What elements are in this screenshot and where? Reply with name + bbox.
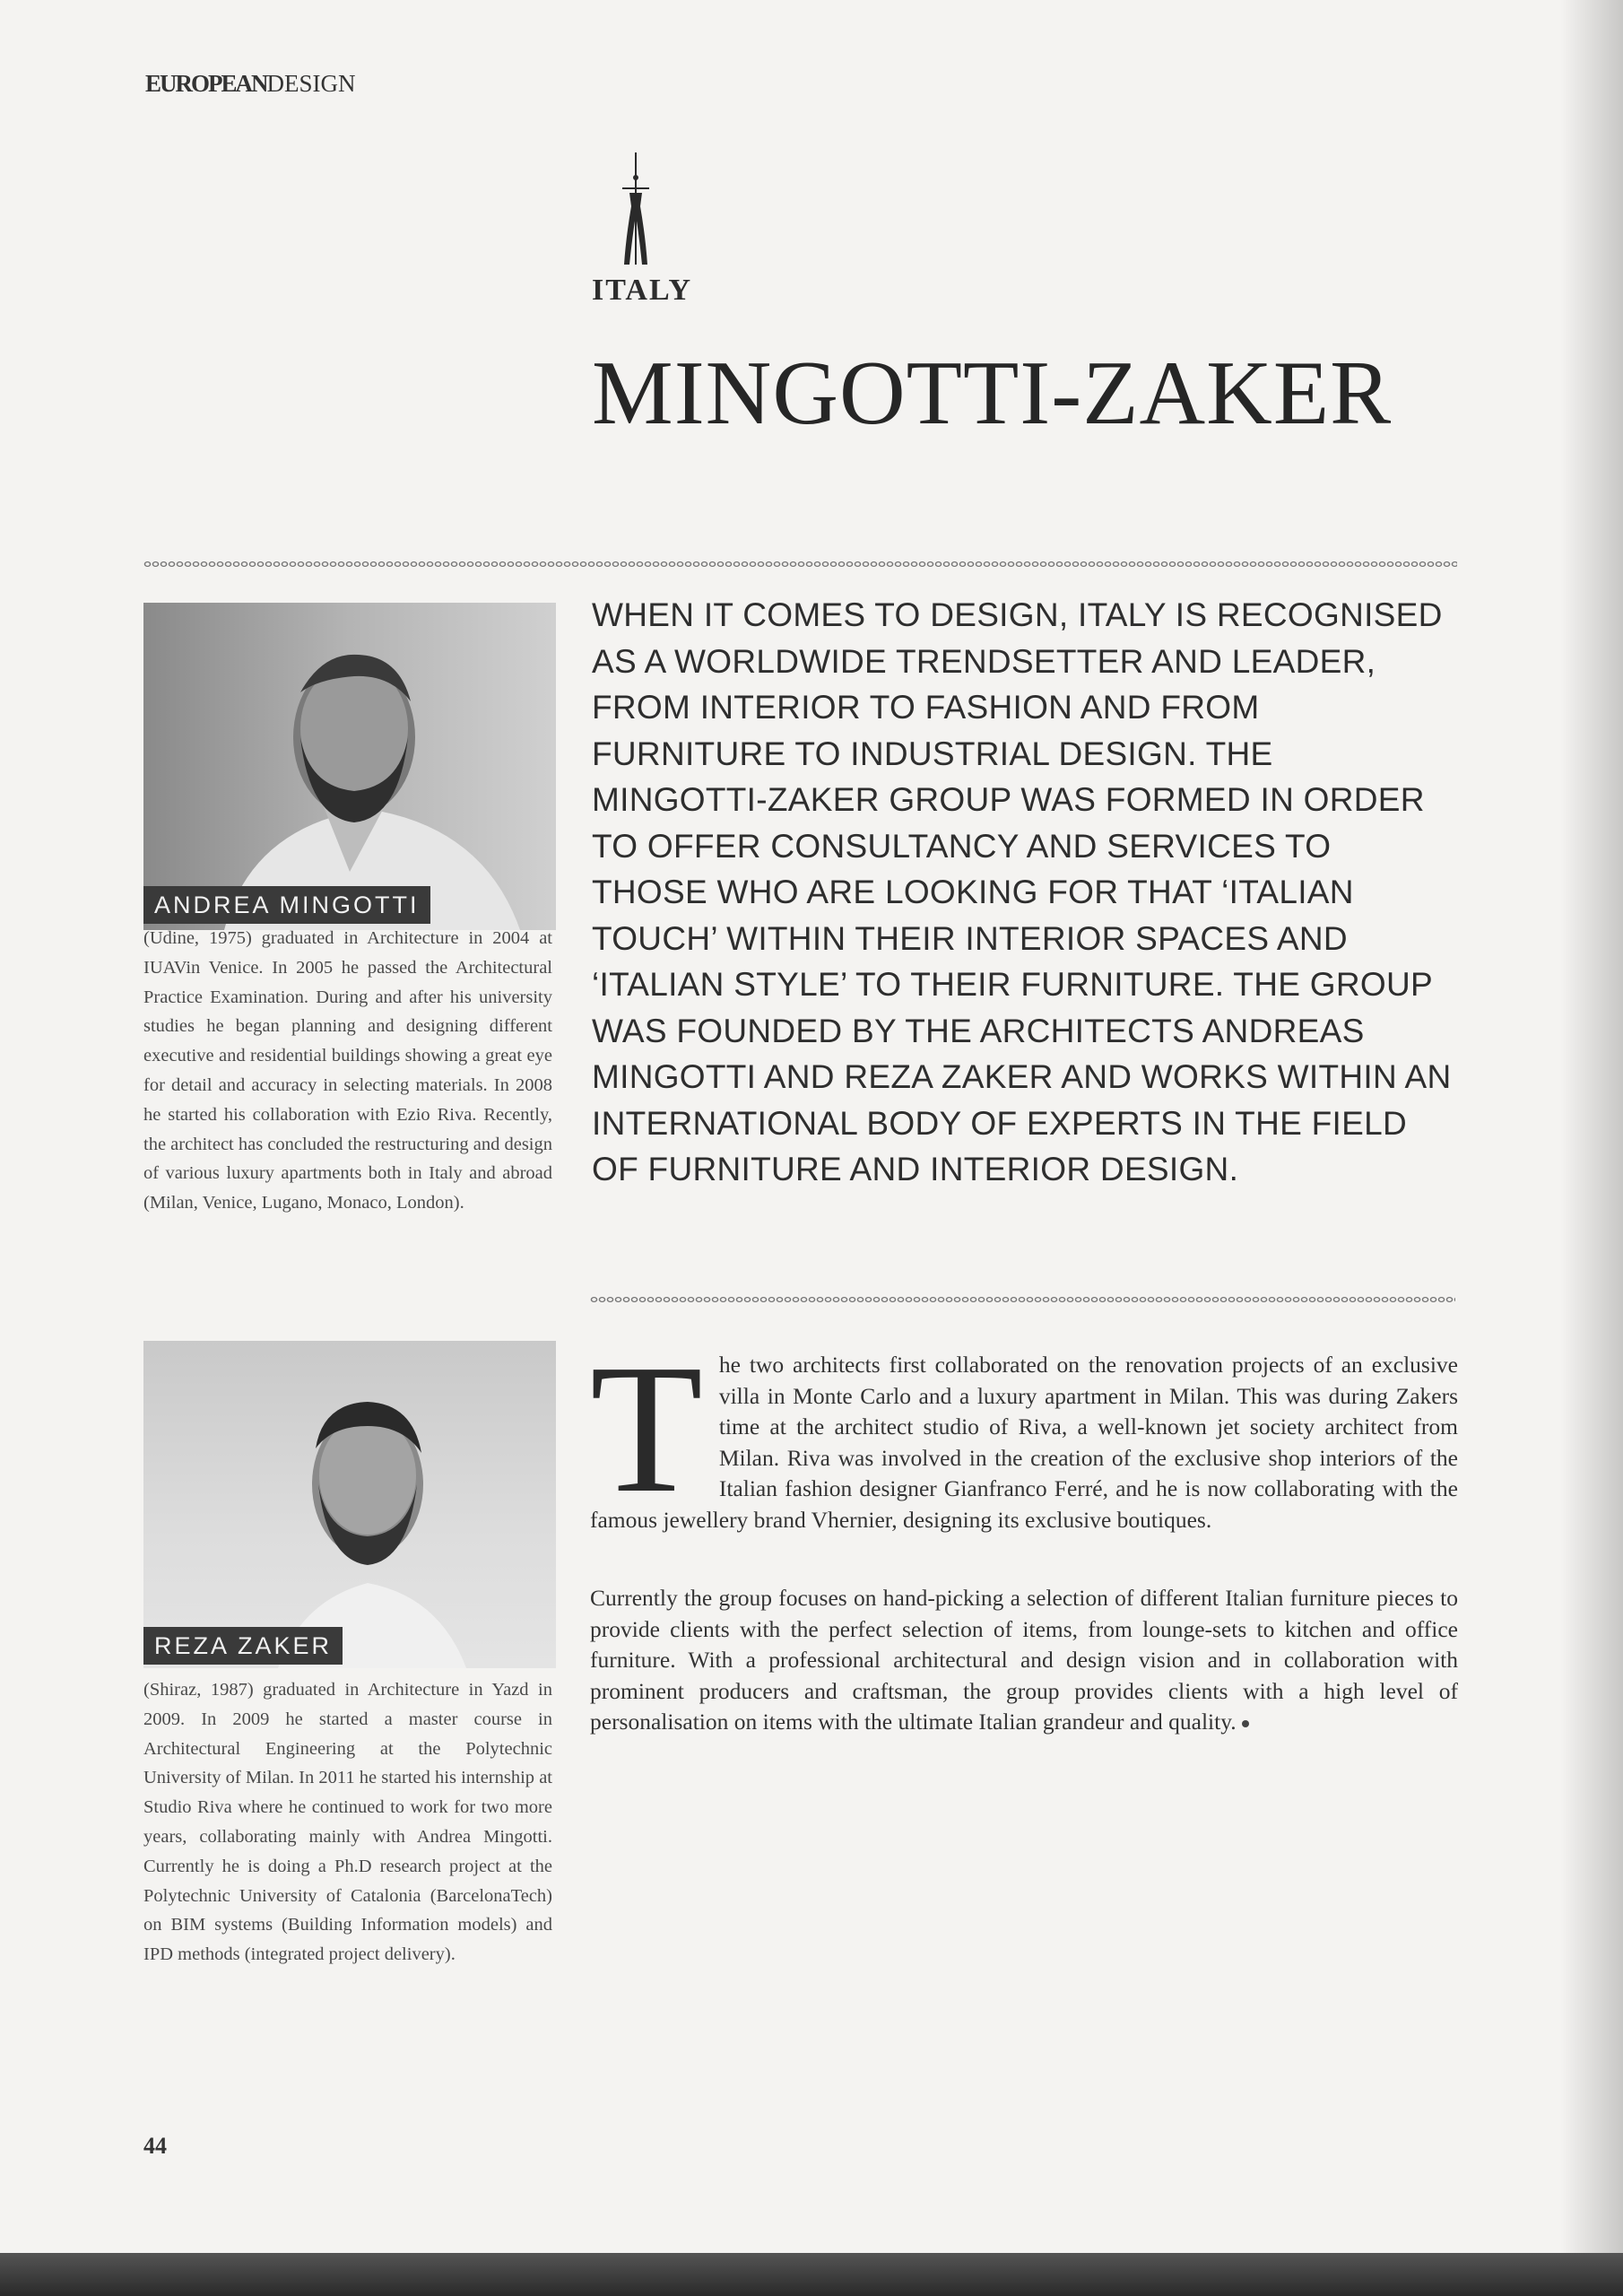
- body-paragraph-2: [590, 1583, 1458, 1738]
- brand-bold: EUROPEAN: [145, 70, 267, 97]
- name-tag-reza-zaker: REZA ZAKER: [143, 1627, 343, 1665]
- page-number: 44: [143, 2133, 167, 2159]
- ornamental-divider-mid: [590, 1294, 1455, 1305]
- brand-light: DESIGN: [266, 70, 356, 97]
- body-paragraph-1-text: he two architects first collaborated on the renovation projects of an exclusive villa in Monte Carlo and a luxury apartment in Milan. This was during Zakers time at the architect studio of Riva, a well-known jet society architect from Milan. Riva was involved in the creation of the exclusive shop interiors of the Italian fashion designer Gianfranco Ferré, and he is now collaborating with the famous jewellery brand Vhernier, designing its exclusive boutiques.: [590, 1352, 1458, 1533]
- country-label: ITALY: [592, 274, 693, 307]
- magazine-brand: [145, 70, 356, 98]
- page-bottom-edge: [0, 2253, 1623, 2296]
- ornamental-divider-top: [143, 559, 1457, 570]
- page-title: MINGOTTI-ZAKER: [592, 343, 1393, 444]
- body-paragraph-1: [590, 1326, 1458, 1535]
- tower-icon: [613, 152, 658, 265]
- body-paragraph-2-text: Currently the group focuses on hand-picking a selection of different Italian furniture pieces to provide clients with the perfect selection of items, from lounge-sets to kitchen and office furniture. With a professional architectural and design vision and in collaboration with prominent producers and craftsman, the group provides clients with a high level of personalisation on items with the ultimate Italian grandeur and quality.: [590, 1585, 1458, 1735]
- drop-cap: T: [590, 1326, 703, 1531]
- pull-quote: WHEN IT COMES TO DESIGN, ITALY IS RECOGNISED AS A WORLDWIDE TRENDSETTER AND LEADER, FROM INTERIOR TO FASHION AND FROM FURNITURE TO INDUSTRIAL DESIGN. THE MINGOTTI-ZAKER GROUP WAS FORMED IN ORDER TO OFFER CONSULTANCY AND SERVICES TO THOSE WHO ARE LOOKING FOR THAT ‘ITALIAN TOUCH’ WITHIN THEIR INTERIOR SPACES AND ‘ITALIAN STYLE’ TO THEIR FURNITURE. THE GROUP WAS FOUNDED BY THE ARCHITECTS ANDREAS MINGOTTI AND REZA ZAKER AND WORKS WITHIN AN INTERNATIONAL BODY OF EXPERTS IN THE FIELD OF FURNITURE AND INTERIOR DESIGN.: [592, 596, 1452, 1187]
- end-mark-icon: [1242, 1720, 1249, 1727]
- page-edge-shadow: [1560, 0, 1623, 2296]
- bio-reza-zaker: (Shiraz, 1987) graduated in Architecture in Yazd in 2009. In 2009 he started a master course in Architectural Engineering at the Polytechnic University of Milan. In 2011 he started his internship at Studio Riva where he continued to work for two more years, collaborating mainly with Andrea Mingotti. Currently he is doing a Ph.D research project at the Polytechnic University of Catalonia (BarcelonaTech) on BIM systems (Building Information models) and IPD methods (integrated project delivery).: [143, 1680, 552, 1965]
- portrait-photo-reza-zaker: [143, 1341, 556, 1668]
- portrait-photo-andrea-mingotti: [143, 603, 556, 930]
- name-tag-andrea-mingotti: ANDREA MINGOTTI: [143, 886, 430, 924]
- bio-andrea-mingotti: (Udine, 1975) graduated in Architecture in 2004 at IUAVin Venice. In 2005 he passed the Architectural Practice Examination. During and after his university studies he began planning and designing different executive and residential buildings showing a great eye for detail and accuracy in selecting materials. In 2008 he started his collaboration with Ezio Riva. Recently, the architect has concluded the restructuring and design of various luxury apartments both in Italy and abroad (Milan, Venice, Lugano, Monaco, London).: [143, 928, 552, 1213]
